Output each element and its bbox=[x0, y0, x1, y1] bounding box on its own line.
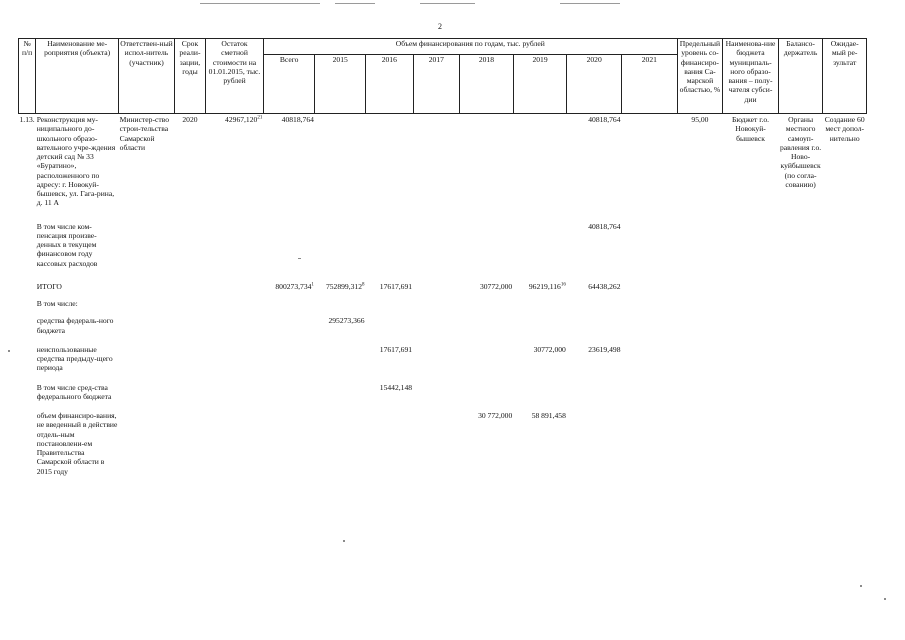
cell-2020: 40818,764 bbox=[588, 221, 621, 231]
header-total: Всего bbox=[263, 55, 315, 114]
row-balance: 42967,120$^{21}$ bbox=[225, 115, 263, 124]
table-row-unused bbox=[19, 344, 867, 373]
footnote-mark: 16 bbox=[560, 282, 566, 288]
cell-2018: 30 772,000 bbox=[478, 411, 513, 420]
header-result: Ожидае-мый ре-зультат bbox=[823, 39, 867, 114]
cell-2018 bbox=[460, 114, 514, 208]
header-year-2016: 2016 bbox=[366, 55, 414, 114]
table-header bbox=[19, 39, 867, 114]
row-name: объем финансиро-вания, не введенный в действие отдель-ным постановлени-ем Правительства Самарской области в 2015 году bbox=[36, 411, 118, 476]
spacer-row bbox=[19, 335, 867, 344]
row-holder: Органы местного самоуп-равления г.о. Ново-куйбышевск (по согла-сованию) bbox=[780, 115, 822, 189]
scan-mark bbox=[298, 258, 301, 259]
row-level: 95,00 bbox=[691, 115, 709, 124]
row-name: В том числе ком-пенсация произве-денных в текущем финансовом году кассовых расходов bbox=[36, 221, 98, 268]
table-row-compensation bbox=[19, 221, 867, 268]
cell-2017 bbox=[413, 114, 460, 208]
table-row-not-enacted bbox=[19, 410, 867, 476]
row-name: Реконструкция му-ниципального до-школьного образо-вательного учре-ждения детский сад № 33 «Буратино», расположенного по адресу: г. Новокуй-бышевск, ул. Гага-рина, д. 11 А bbox=[36, 115, 116, 208]
row-name: В том числе сред-ства федерального бюджета bbox=[36, 382, 112, 401]
cell-2020: 23619,498 bbox=[588, 344, 621, 354]
financing-table bbox=[18, 38, 867, 476]
header-name: Наименование ме-роприятия (объекта) bbox=[36, 39, 119, 114]
row-term: 2020 bbox=[182, 115, 198, 124]
cell-2016: 17617,691 bbox=[379, 344, 413, 354]
table-row-itogo bbox=[19, 281, 867, 291]
cell-2020: 40818,764 bbox=[588, 115, 621, 124]
row-name: ИТОГО bbox=[36, 281, 62, 291]
header-level: Предельный уровень со-финансиро-вания Са-марской областью, % bbox=[677, 39, 723, 114]
top-rule-mid bbox=[335, 3, 375, 4]
top-rule-mid2 bbox=[420, 3, 475, 4]
table-row-federal bbox=[19, 315, 867, 335]
header-year-2017: 2017 bbox=[413, 55, 460, 114]
scan-mark bbox=[860, 585, 862, 587]
scan-mark bbox=[884, 598, 886, 600]
row-no: 1.13. bbox=[19, 115, 35, 124]
cell-2015: 752899,312$^8$ bbox=[325, 281, 365, 291]
header-year-2021: 2021 bbox=[622, 55, 678, 114]
cell-2016: 15442,148 bbox=[379, 382, 413, 392]
spacer-row bbox=[19, 308, 867, 315]
footnote-mark: 21 bbox=[257, 115, 263, 121]
table-row-main bbox=[19, 114, 867, 208]
header-budget: Наименова-ние бюджета муниципаль-ного образо-вания – полу-чателя субси-дии bbox=[723, 39, 779, 114]
cell-2020: 64438,262 bbox=[588, 281, 621, 291]
cell-2018: 30772,000 bbox=[479, 281, 513, 291]
footnote-mark: 1 bbox=[311, 282, 314, 288]
row-name: средства федераль-ного бюджета bbox=[36, 316, 114, 335]
scan-mark bbox=[8, 350, 10, 352]
cell-2019: 58 891,458 bbox=[531, 411, 566, 420]
header-year-2018: 2018 bbox=[460, 55, 514, 114]
cell-2015 bbox=[315, 114, 366, 208]
header-holder: Балансо-держатель bbox=[778, 39, 823, 114]
row-executor: Министер-ство строи-тельства Самарской области bbox=[119, 115, 170, 152]
cell-2015: 295273,366 bbox=[328, 316, 365, 326]
header-volume: Объем финансирования по годам, тыс. рублей bbox=[263, 39, 677, 55]
cell-2019 bbox=[513, 114, 567, 208]
footnote-mark: 8 bbox=[362, 282, 365, 288]
cell-2016 bbox=[366, 114, 414, 208]
table-row-including bbox=[19, 298, 867, 308]
header-year-2015: 2015 bbox=[315, 55, 366, 114]
row-total: 800273,734$^1$ bbox=[275, 281, 314, 291]
header-no: № п/п bbox=[19, 39, 36, 114]
header-year-2020: 2020 bbox=[567, 55, 622, 114]
table-body bbox=[19, 114, 867, 476]
cell-2021 bbox=[622, 114, 678, 208]
row-budget: Бюджет г.о. Новокуй-бышевск bbox=[731, 115, 770, 143]
page-number: 2 bbox=[438, 22, 442, 31]
header-balance: Остаток сметной стоимости на 01.01.2015, тыс. рублей bbox=[206, 39, 264, 114]
spacer-row bbox=[19, 208, 867, 221]
row-name: В том числе: bbox=[36, 299, 78, 308]
top-rule-left bbox=[200, 3, 320, 4]
scan-mark bbox=[343, 540, 345, 542]
row-result: Создание 60 мест допол-нительно bbox=[824, 115, 865, 143]
cell-2019: 30772,000 bbox=[533, 344, 566, 354]
spacer-row bbox=[19, 268, 867, 281]
cell-2019: 96219,116$^{16}$ bbox=[528, 281, 566, 291]
spacer-row bbox=[19, 401, 867, 410]
top-rule-right bbox=[560, 3, 620, 4]
header-year-2019: 2019 bbox=[513, 55, 567, 114]
row-total: 40818,764 bbox=[281, 115, 314, 124]
spacer-row bbox=[19, 373, 867, 382]
table-row-unused-federal bbox=[19, 382, 867, 402]
row-name: неиспользованные средства предыду-щего периода bbox=[36, 344, 113, 373]
header-executor: Ответствен-ный испол-нитель (участник) bbox=[119, 39, 175, 114]
cell-2016: 17617,691 bbox=[379, 281, 413, 291]
header-term: Срок реали-зации, годы bbox=[174, 39, 205, 114]
spacer-row bbox=[19, 291, 867, 298]
